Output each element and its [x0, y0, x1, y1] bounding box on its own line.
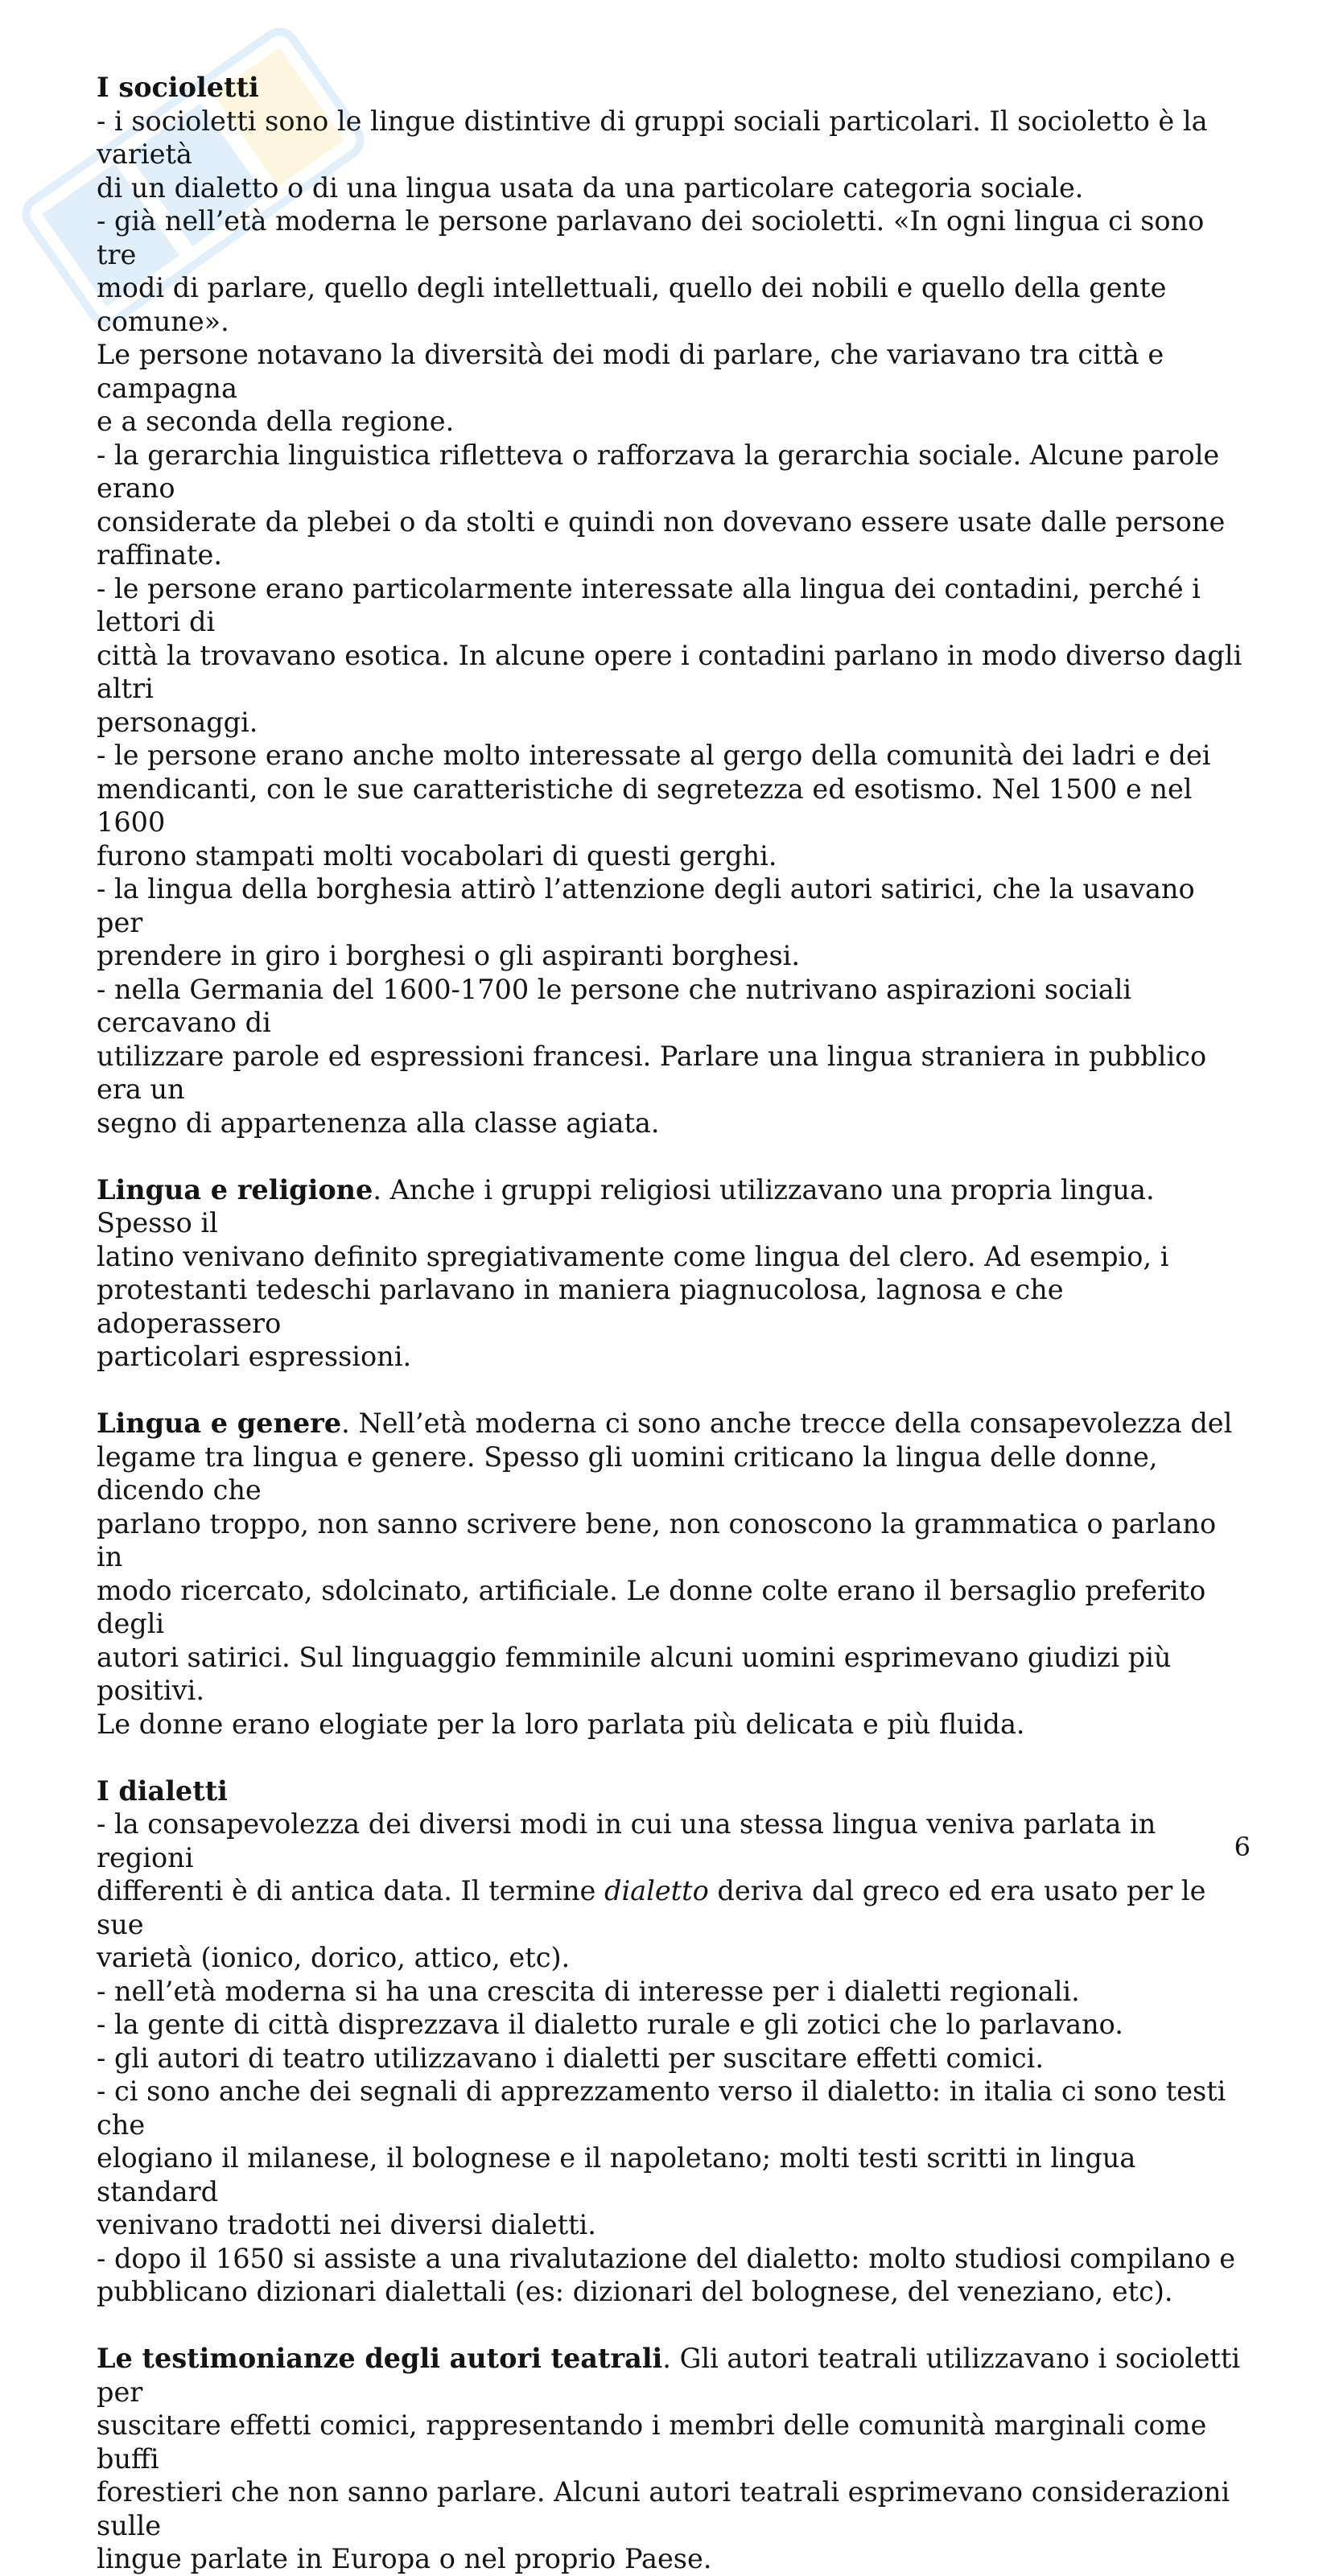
paragraph-line: elogiano il milanese, il bolognese e il napoletano; molti testi scritti in lingua standard	[97, 2142, 1136, 2207]
paragraph-line: - la consapevolezza dei diversi modi in cui una stessa lingua veniva parlata in regioni	[97, 1808, 1156, 1873]
heading-religione: Lingua e religione	[97, 1173, 373, 1206]
paragraph-line: segno di appartenenza alla classe agiata.	[97, 1107, 660, 1139]
paragraph-line: latino venivano definito spregiativamente come lingua del clero. Ad esempio, i	[97, 1240, 1169, 1272]
paragraph-line: modo ricercato, sdolcinato, artificiale. Le donne colte erano il bersaglio preferito degli	[97, 1574, 1206, 1639]
paragraph-line: legame tra lingua e genere. Spesso gli uomini criticano la lingua delle donne, dicendo che	[97, 1440, 1158, 1506]
paragraph-line: venivano tradotti nei diversi dialetti.	[97, 2209, 596, 2240]
paragraph-line: utilizzare parole ed espressioni francesi. Parlare una lingua straniera in pubblico era un	[97, 1040, 1207, 1105]
paragraph-line: forestieri che non sanno parlare. Alcuni autori teatrali esprimevano considerazioni sulle	[97, 2476, 1230, 2541]
paragraph-line: autori satirici. Sul linguaggio femminile alcuni uomini esprimevano giudizi più positivi.	[97, 1641, 1172, 1706]
paragraph-line: furono stampati molti vocabolari di questi gerghi.	[97, 839, 777, 872]
heading-dialetti: I dialetti	[97, 1774, 228, 1807]
paragraph-line: - le persone erano anche molto interessate al gergo della comunità dei ladri e dei	[97, 740, 1211, 771]
paragraph-line: modi di parlare, quello degli intellettuali, quello dei nobili e quello della gente comune».	[97, 272, 1167, 337]
paragraph-line: Le persone notavano la diversità dei modi di parlare, che variavano tra città e campagna	[97, 339, 1164, 404]
section-religione	[97, 1173, 1247, 1374]
document-page	[97, 71, 1247, 2576]
paragraph-line: lingue parlate in Europa o nel proprio Paese.	[97, 2543, 712, 2574]
section-teatrali	[97, 2342, 1247, 2576]
paragraph-line: - la lingua della borghesia attirò l’attenzione degli autori satirici, che la usavano per	[97, 873, 1195, 938]
paragraph-line: parlano troppo, non sanno scrivere bene, non conoscono la grammatica o parlano in	[97, 1507, 1217, 1572]
page-number: 6	[1234, 1832, 1251, 1862]
paragraph-line: prendere in giro i borghesi o gli aspiranti borghesi.	[97, 940, 801, 971]
paragraph-line: varietà (ionico, dorico, attico, etc).	[97, 1942, 571, 1973]
section-socioletti	[97, 71, 1247, 1140]
paragraph-line: - gli autori di teatro utilizzavano i dialetti per suscitare effetti comici.	[97, 2042, 1045, 2074]
paragraph-line: raffinate.	[97, 539, 222, 571]
paragraph-line: - ci sono anche dei segnali di apprezzamento verso il dialetto: in italia ci sono testi che	[97, 2075, 1226, 2141]
paragraph-line: Le testimonianze degli autori teatrali. Gli autori teatrali utilizzavano i socioletti per	[97, 2343, 1241, 2408]
paragraph-line: - la gerarchia linguistica rifletteva o rafforzava la gerarchia sociale. Alcune parole erano	[97, 439, 1220, 504]
section-dialetti	[97, 1774, 1247, 2309]
paragraph-line: suscitare effetti comici, rappresentando i membri delle comunità marginali come buffi	[97, 2409, 1207, 2475]
paragraph-line: personaggi.	[97, 706, 258, 738]
paragraph-line: differenti è di antica data. Il termine dialetto deriva dal greco ed era usato per le sue	[97, 1875, 1206, 1940]
paragraph-line: Lingua e genere. Nell’età moderna ci sono anche trecce della consapevolezza del	[97, 1408, 1233, 1439]
section-genere	[97, 1407, 1247, 1741]
paragraph-line: particolari espressioni.	[97, 1341, 412, 1372]
paragraph-line: - nell’età moderna si ha una crescita di interesse per i dialetti regionali.	[97, 1975, 1080, 2007]
paragraph-line: Lingua e religione. Anche i gruppi religiosi utilizzavano una propria lingua. Spesso il	[97, 1173, 1155, 1239]
paragraph-line: pubblicano dizionari dialettali (es: dizionari del bolognese, del veneziano, etc).	[97, 2276, 1173, 2307]
paragraph-line: - nella Germania del 1600-1700 le persone che nutrivano aspirazioni sociali cercavano di	[97, 973, 1132, 1038]
paragraph-line: - già nell’età moderna le persone parlavano dei socioletti. «In ogni lingua ci sono tre	[97, 205, 1205, 270]
paragraph-line: - le persone erano particolarmente interessate alla lingua dei contadini, perché i lettori di	[97, 572, 1201, 637]
paragraph-line: mendicanti, con le sue caratteristiche di segretezza ed esotismo. Nel 1500 e nel 1600	[97, 773, 1193, 838]
paragraph-line: Le donne erano elogiate per la loro parlata più delicata e più fluida.	[97, 1708, 1025, 1740]
term-dialetto: dialetto	[604, 1875, 709, 1906]
paragraph-line: di un dialetto o di una lingua usata da una particolare categoria sociale.	[97, 171, 1084, 204]
paragraph-line: e a seconda della regione.	[97, 406, 455, 437]
heading-teatrali: Le testimonianze degli autori teatrali	[97, 2343, 663, 2374]
paragraph-line: protestanti tedeschi parlavano in maniera piagnucolosa, lagnosa e che adoperassero	[97, 1274, 1064, 1339]
paragraph-line: - dopo il 1650 si assiste a una rivalutazione del dialetto: molto studiosi compilano e	[97, 2242, 1236, 2274]
paragraph-line: considerate da plebei o da stolti e quindi non dovevano essere usate dalle persone	[97, 505, 1226, 538]
paragraph-line: - i socioletti sono le lingue distintive di gruppi sociali particolari. Il socioletto è la varietà	[97, 105, 1208, 170]
heading-socioletti: I socioletti	[97, 72, 259, 103]
heading-genere: Lingua e genere	[97, 1408, 342, 1439]
paragraph-line: città la trovavano esotica. In alcune opere i contadini parlano in modo diverso dagli altri	[97, 639, 1242, 704]
paragraph-line: - la gente di città disprezzava il dialetto rurale e gli zotici che lo parlavano.	[97, 2009, 1123, 2040]
